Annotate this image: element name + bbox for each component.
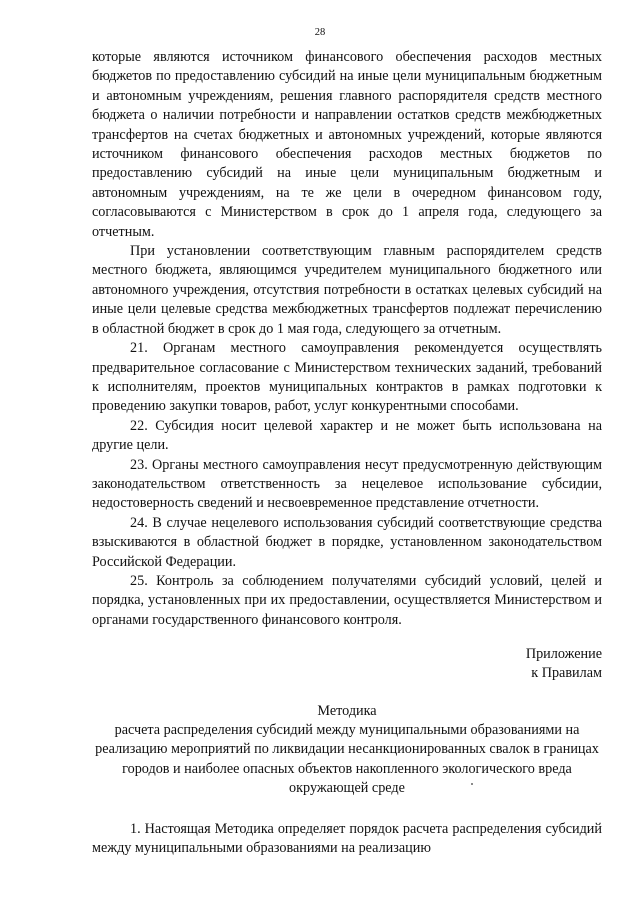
methodology-paragraph-1: 1. Настоящая Методика определяет порядок расчета распределения субсидий между муниципальными образованиями на реализацию xyxy=(92,821,602,857)
paragraph-continuation: которые являются источником финансового обеспечения расходов местных бюджетов по предоставлению субсидий на иные цели муниципальным бюджетным и автономным учреждениям, решения главного распорядителя средств местного бюджета о наличии потребности и направлении остатков средств межбюджетных трансфертов на счетах бюджетных и автономных учреждений, которые являются источником финансового обеспечения расходов местных бюджетов по предоставлению субсидий на иные цели муниципальным бюджетным и автономным учреждениям, на те же цели в очередном финансовом году, согласовываются с Министерством в срок до 1 апреля года, следующего за отчетным. xyxy=(92,49,602,240)
paragraph-22: 22. Субсидия носит целевой характер и не может быть использована на другие цели. xyxy=(92,417,602,454)
paragraph-remaining-funds: При установлении соответствующим главным распорядителем средств местного бюджета, являющимся учредителем муниципального бюджетного или автономного учреждения, отсутствия потребности в остатках целевых субсидий на иные цели целевые средства межбюджетных трансфертов подлежат перечислению в областной бюджет в срок до 1 мая года, следующего за отчетным. xyxy=(92,243,602,337)
scan-speck xyxy=(471,783,473,785)
methodology-subtitle: расчета распределения субсидий между муниципальными образованиями на реализацию мероприятий по ликвидации несанкционированных свалок в границах городов и наиболее опасных объектов накопленного экологического вреда окружающей среде xyxy=(95,722,599,797)
paragraph-24: 24. В случае нецелевого использования субсидий соответствующие средства взыскиваются в областной бюджет в порядке, установленном законодательством Российской Федерации. xyxy=(92,514,602,570)
paragraph-21: 21. Органам местного самоуправления рекомендуется осуществлять предварительное согласование с Министерством технических заданий, требований к исполнителям, проектов муниципальных контрактов в рамках подготовки к проведению закупки товаров, работ, услуг конкурентными способами. xyxy=(92,340,602,415)
page-number: 28 xyxy=(314,27,326,38)
appendix-line-1: Приложение xyxy=(525,646,602,662)
appendix-line-2: к Правилам xyxy=(531,665,602,682)
methodology-title: Методика xyxy=(317,703,377,719)
methodology-body xyxy=(92,820,602,859)
paragraph-25: 25. Контроль за соблюдением получателями субсидий условий, целей и порядка, установленных при их предоставлении, осуществляется Министерством и органами государственного финансового контроля. xyxy=(92,572,602,628)
paragraph-23: 23. Органы местного самоуправления несут предусмотренную действующим законодательством ответственность за нецелевое использование субсидии, недостоверность сведений и несвоевременное представление отчетности. xyxy=(92,456,602,512)
appendix-label xyxy=(526,645,602,684)
rules-text xyxy=(92,48,602,630)
